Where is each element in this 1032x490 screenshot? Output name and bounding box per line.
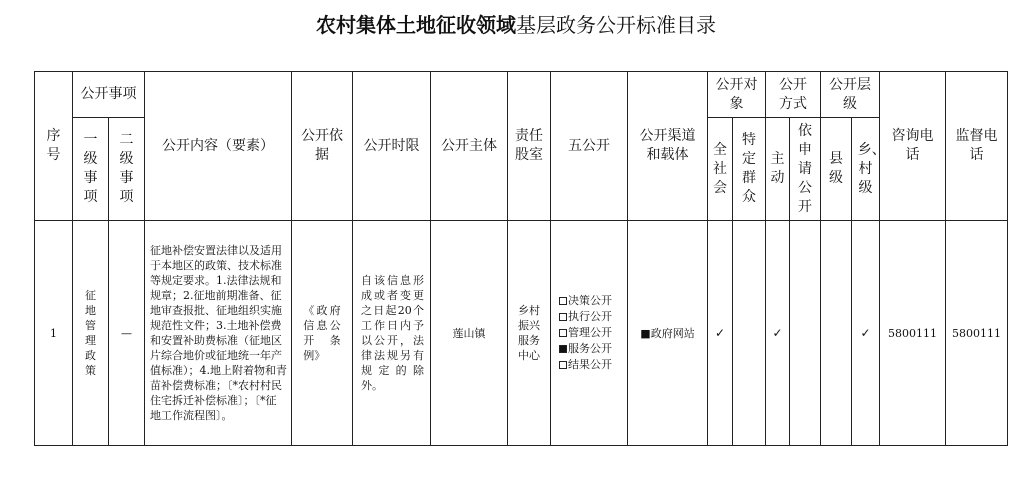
cell-five-public (551, 221, 628, 446)
header-dept: 责任股室 (508, 72, 551, 221)
header-consult-phone: 咨询电话 (880, 72, 946, 221)
five-public-label: 执行公开 (568, 310, 612, 323)
unchecked-box-icon (559, 329, 567, 337)
five-public-item (559, 309, 627, 325)
cell-subject: 莲山镇 (431, 221, 508, 446)
channel-mark: ■ (640, 326, 651, 340)
cell-time-limit: 自该信息形成或者变更之日起20个工作日内予以公开，法律法规另有规定的除外。 (353, 221, 431, 446)
header-row-1 (35, 72, 1008, 118)
five-public-item (559, 293, 627, 309)
header-item-level2: 二级事项 (109, 118, 145, 221)
cell-content: 征地补偿安置法律以及适用于本地区的政策、技术标准等规定要求。1.法律法规和规章；2.征地前期准备、征地审查报批、征地组织实施规范性文件；3.土地补偿费和安置补助费标准（征地区片综合地价或征地统一年产值标准）；4.地上附着物和青苗补偿费标准；〔*农村村民住宅拆迁补偿标准〕；〔*征地工作流程图〕。 (145, 221, 292, 446)
table-row (35, 221, 1008, 446)
unchecked-box-icon (559, 361, 567, 369)
checked-box-icon (559, 345, 567, 353)
page-title (0, 12, 1032, 38)
header-target-specific: 特定群众 (733, 118, 766, 221)
cell-mode-apply (790, 221, 821, 446)
cell-supervise-phone: 5800111 (946, 221, 1008, 446)
cell-level1: 征地管理政策 (73, 221, 109, 446)
five-public-label: 服务公开 (568, 342, 612, 355)
header-subject: 公开主体 (431, 72, 508, 221)
five-public-label: 决策公开 (568, 294, 612, 307)
header-five-public: 五公开 (551, 72, 628, 221)
cell-seq: 1 (35, 221, 73, 446)
five-public-label: 结果公开 (568, 358, 612, 371)
cell-basis: 《政府信息公开条例》 (292, 221, 353, 446)
cell-level2: — (109, 221, 145, 446)
five-public-item (559, 325, 627, 341)
five-public-item (559, 341, 627, 357)
catalog-table (34, 71, 1008, 446)
cell-mode-active: ✓ (766, 221, 790, 446)
five-public-list (551, 293, 627, 373)
header-supervise-phone: 监督电话 (946, 72, 1008, 221)
page-title-bold: 农村集体土地征收领域 (316, 13, 516, 37)
five-public-label: 管理公开 (568, 326, 612, 339)
header-item-level1: 一级事项 (73, 118, 109, 221)
cell-consult-phone: 5800111 (880, 221, 946, 446)
unchecked-box-icon (559, 297, 567, 305)
header-basis: 公开依据 (292, 72, 353, 221)
channel-label: 政府网站 (650, 326, 695, 340)
header-time-limit: 公开时限 (353, 72, 431, 221)
header-level-group: 公开层级 (821, 72, 880, 118)
header-seq: 序号 (35, 72, 73, 221)
page-title-normal: 基层政务公开标准目录 (516, 13, 716, 37)
header-content: 公开内容（要素） (145, 72, 292, 221)
header-level-county: 县级 (821, 118, 852, 221)
cell-channel (628, 221, 708, 446)
header-mode-group: 公开方式 (766, 72, 821, 118)
header-mode-apply: 依申请公开 (790, 118, 821, 221)
header-channel: 公开渠道和载体 (628, 72, 708, 221)
five-public-item (559, 357, 627, 373)
cell-dept: 乡村振兴服务中心 (508, 221, 551, 446)
header-level-town: 乡、村级 (852, 118, 880, 221)
cell-target-specific (733, 221, 766, 446)
header-target-all: 全社会 (708, 118, 733, 221)
header-item-group: 公开事项 (73, 72, 145, 118)
header-target-group: 公开对象 (708, 72, 766, 118)
cell-level-county (821, 221, 852, 446)
cell-target-all: ✓ (708, 221, 733, 446)
header-mode-active: 主动 (766, 118, 790, 221)
cell-level-town: ✓ (852, 221, 880, 446)
unchecked-box-icon (559, 313, 567, 321)
